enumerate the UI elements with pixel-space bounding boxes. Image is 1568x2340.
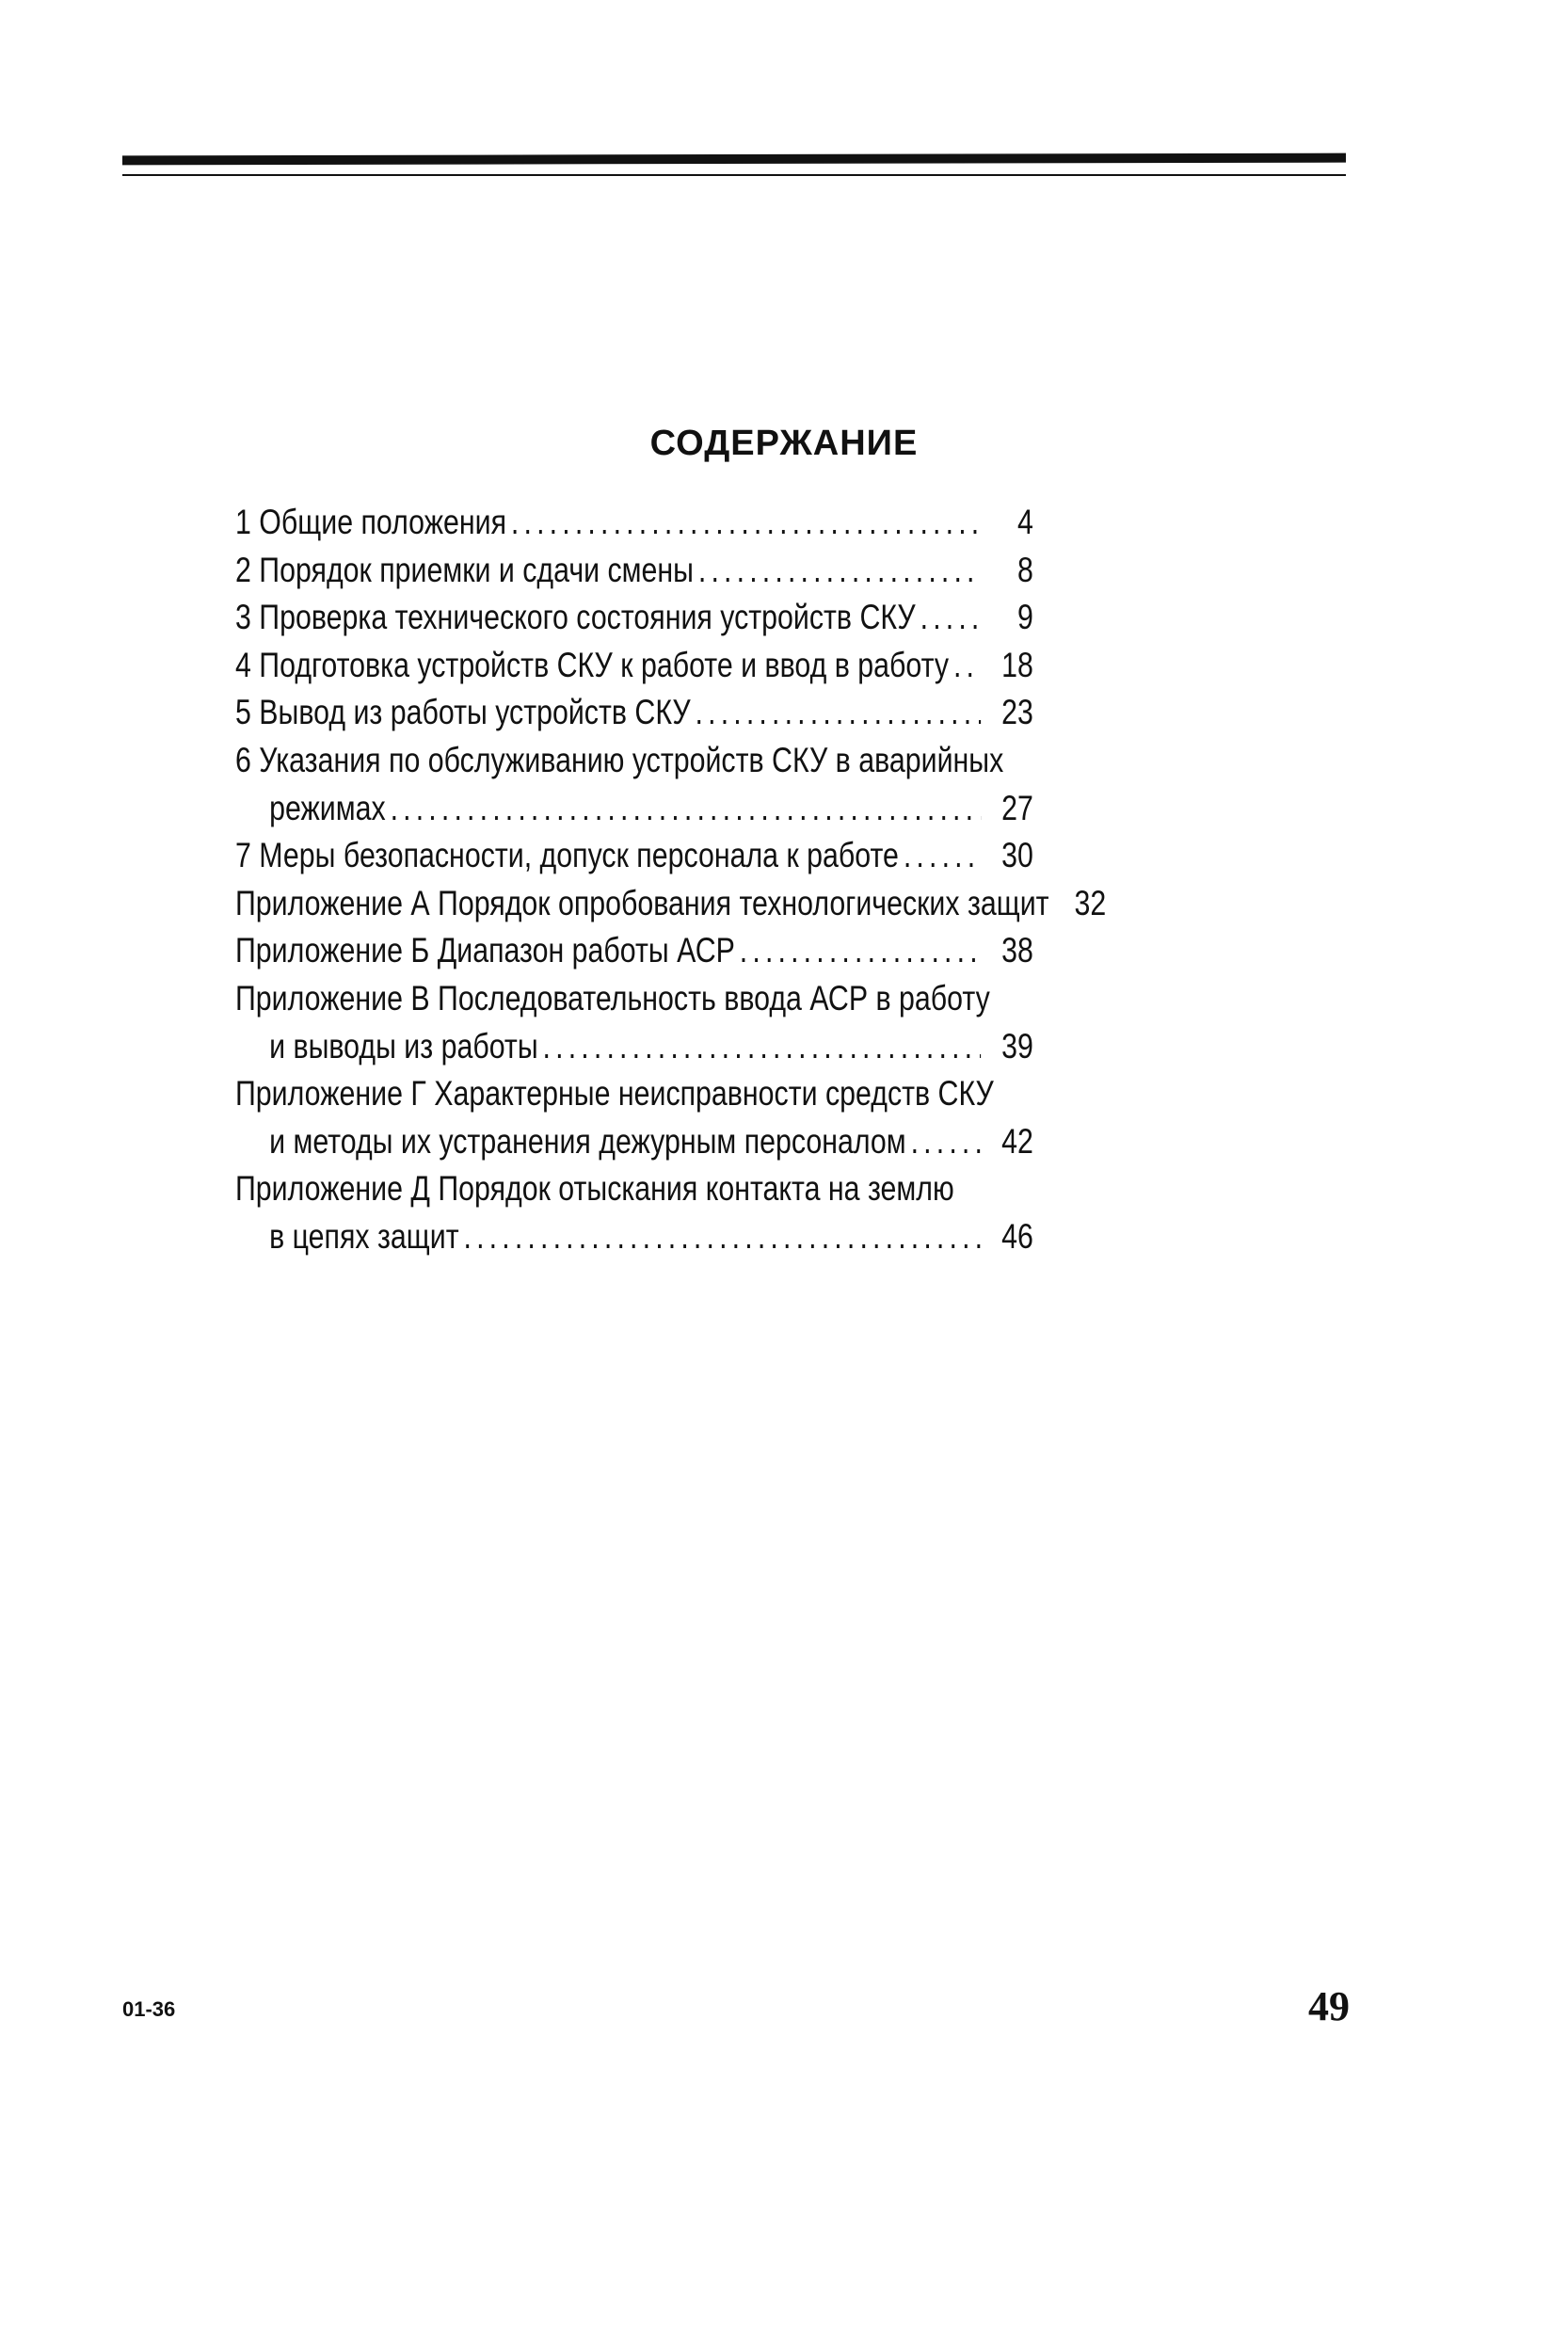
toc-line bbox=[235, 1165, 1033, 1213]
page-number: 49 bbox=[1308, 1983, 1350, 2029]
document-code: 01-36 bbox=[122, 1997, 176, 2021]
toc-page-number: 30 bbox=[1001, 836, 1033, 875]
dot-leader bbox=[953, 642, 981, 690]
header-rule-thick bbox=[122, 153, 1346, 166]
dot-leader bbox=[911, 1118, 982, 1166]
toc-page-number: 9 bbox=[1017, 598, 1033, 637]
toc-entry bbox=[235, 499, 1033, 547]
toc-page-number: 18 bbox=[1001, 645, 1033, 684]
dot-leader bbox=[464, 1213, 982, 1261]
toc-entry-title: и методы их устранения дежурным персоналом bbox=[269, 1121, 906, 1161]
dot-leader bbox=[920, 594, 982, 642]
toc-page-number: 32 bbox=[1074, 883, 1107, 922]
toc-entry-title: в цепях защит bbox=[269, 1216, 459, 1256]
toc-line bbox=[235, 975, 1033, 1023]
toc-line bbox=[235, 1118, 1033, 1166]
toc-line bbox=[235, 689, 1033, 737]
toc-entry-title: 2 Порядок приемки и сдачи смены bbox=[235, 550, 694, 589]
toc-entry bbox=[235, 880, 1107, 928]
toc-line bbox=[235, 737, 1033, 785]
dot-leader bbox=[698, 547, 981, 595]
toc-line bbox=[235, 832, 1033, 880]
dot-leader bbox=[904, 832, 981, 880]
toc-entry-title: 1 Общие положения bbox=[235, 503, 507, 541]
toc-entry bbox=[235, 975, 1033, 1070]
toc-page-number: 46 bbox=[1001, 1216, 1033, 1256]
toc-entry-title: 4 Подготовка устройств СКУ к работе и ввод в работу bbox=[235, 645, 950, 684]
toc-entry-title: Приложение Д Порядок отыскания контакта на землю bbox=[235, 1169, 954, 1209]
dot-leader bbox=[543, 1023, 982, 1071]
toc-line bbox=[235, 594, 1033, 642]
toc-list bbox=[235, 499, 1107, 1261]
toc-line bbox=[235, 1213, 1033, 1261]
toc-page-number: 42 bbox=[1001, 1121, 1033, 1161]
toc-page-number: 38 bbox=[1001, 931, 1033, 970]
toc-entry bbox=[235, 1070, 1033, 1165]
dot-leader bbox=[696, 689, 982, 737]
dot-leader bbox=[511, 499, 981, 547]
toc-entry-title: 3 Проверка технического состояния устройств СКУ bbox=[235, 598, 916, 637]
toc-entry-title: режимах bbox=[269, 788, 386, 827]
toc-entry bbox=[235, 642, 1033, 690]
toc-entry-title: 5 Вывод из работы устройств СКУ bbox=[235, 693, 691, 732]
toc-page-number: 23 bbox=[1001, 693, 1033, 732]
toc-line bbox=[235, 499, 1033, 547]
toc-line bbox=[235, 927, 1033, 975]
toc-entry bbox=[235, 927, 1033, 975]
toc-line bbox=[235, 1023, 1033, 1071]
toc-line bbox=[235, 1070, 1033, 1118]
page-title: СОДЕРЖАНИЕ bbox=[649, 424, 919, 463]
dot-leader bbox=[740, 927, 981, 975]
toc-entry-title: 7 Меры безопасности, допуск персонала к работе bbox=[235, 836, 899, 875]
toc-entry bbox=[235, 832, 1033, 880]
toc-entry-title: и выводы из работы bbox=[269, 1026, 538, 1066]
toc-entry-title: Приложение Г Характерные неисправности средств СКУ bbox=[235, 1074, 994, 1114]
toc-entry-title: 6 Указания по обслуживанию устройств СКУ в аварийных bbox=[235, 740, 1004, 779]
toc-page-number: 4 bbox=[1017, 503, 1033, 541]
toc-entry-title: Приложение Б Диапазон работы АСР bbox=[235, 931, 735, 970]
toc-line bbox=[235, 642, 1033, 690]
toc-page-number: 39 bbox=[1001, 1026, 1033, 1066]
toc-line bbox=[235, 547, 1033, 595]
toc-entry bbox=[235, 737, 1033, 832]
toc-entry bbox=[235, 547, 1033, 595]
toc-entry-title: Приложение В Последовательность ввода АСР в работу bbox=[235, 978, 990, 1018]
dot-leader bbox=[391, 785, 982, 833]
toc-page-number: 8 bbox=[1017, 550, 1033, 589]
toc-line bbox=[235, 785, 1033, 833]
toc-entry-title: Приложение А Порядок опробования технологических защит bbox=[235, 883, 1049, 922]
table-of-contents bbox=[235, 499, 1107, 1261]
toc-page-number: 27 bbox=[1001, 788, 1033, 827]
toc-line bbox=[235, 880, 1107, 928]
header-rule-thin bbox=[122, 174, 1346, 176]
toc-entry bbox=[235, 689, 1033, 737]
toc-entry bbox=[235, 1165, 1033, 1260]
toc-entry bbox=[235, 594, 1033, 642]
